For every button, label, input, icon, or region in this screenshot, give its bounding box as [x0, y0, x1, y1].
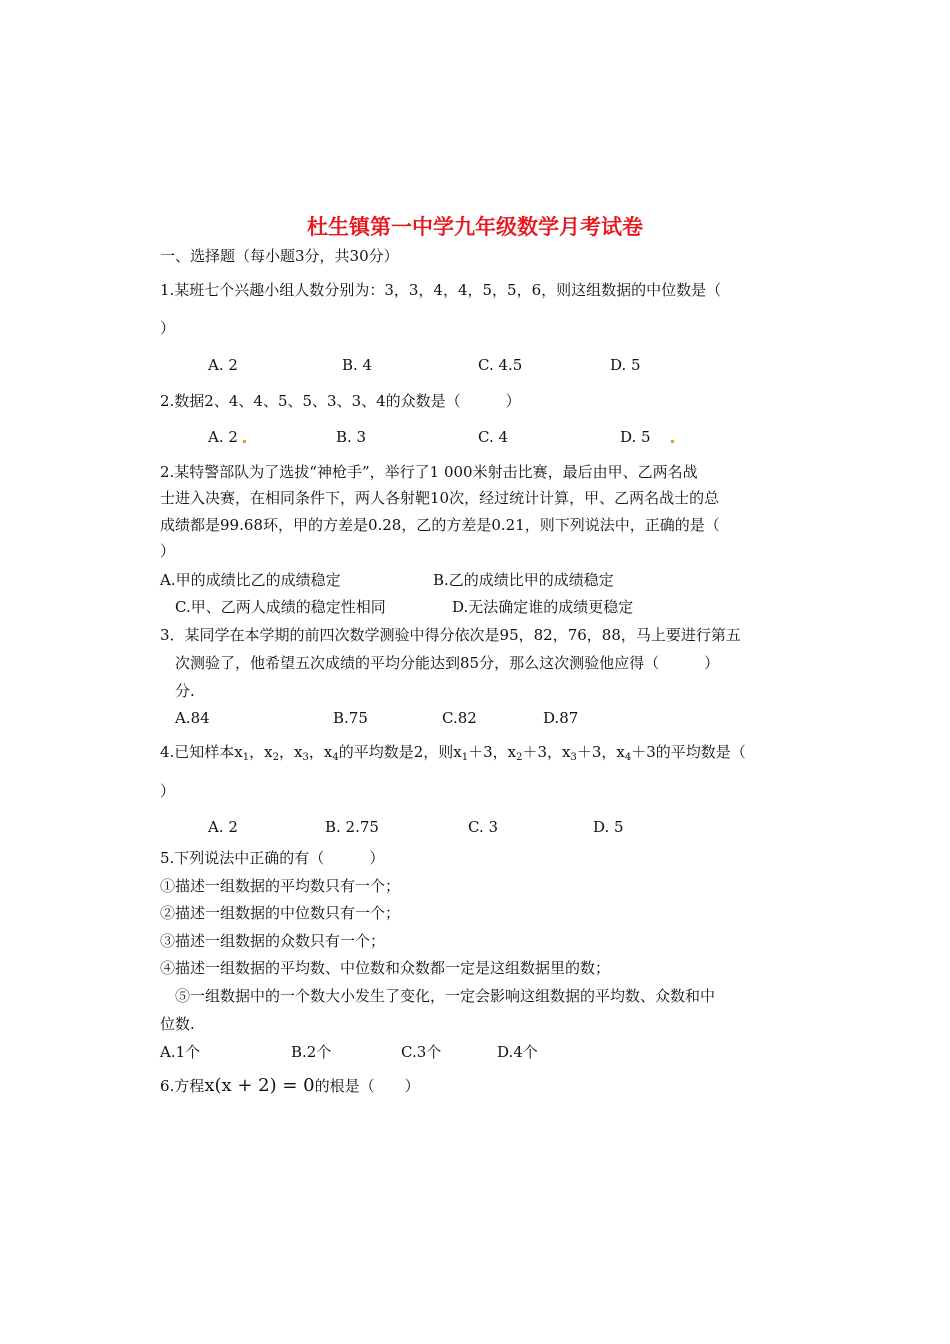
q2b-stem-line3: 成绩都是99.68环，甲的方差是0.28，乙的方差是0.21，则下列说法中，正确的是（: [160, 516, 720, 534]
q1-option-d: D. 5: [610, 356, 641, 374]
q2a-option-d: D. 5: [620, 428, 651, 446]
q5-option-a: A.1个: [160, 1043, 201, 1061]
stray-mark: [671, 440, 674, 443]
q3-option-a: A.84: [175, 709, 210, 727]
q3-stem-line2: 次测验了，他希望五次成绩的平均分能达到85分，那么这次测验他应得（ ）: [175, 654, 720, 672]
q5-statement-4: ④描述一组数据的平均数、中位数和众数都一定是这组数据里的数；: [160, 959, 611, 977]
q2a-stem: 2.数据2、4、4、5、5、3、3、4的众数是（ ）: [160, 392, 521, 410]
q1-option-b: B. 4: [342, 356, 373, 374]
q2b-stem-close: ）: [160, 542, 176, 560]
q2b-option-a: A.甲的成绩比乙的成绩稳定: [160, 571, 341, 589]
q6-equation: x(x + 2) = 0: [204, 1075, 315, 1096]
q1-option-c: C. 4.5: [478, 356, 523, 374]
q6-stem: 6.方程x(x + 2) = 0的根是（ ）: [160, 1075, 420, 1096]
q4-option-a: A. 2: [208, 818, 238, 836]
q3-stem-line3: 分.: [175, 682, 195, 700]
section-heading: 一、选择题（每小题3分，共30分）: [160, 247, 399, 265]
q2b-stem-line1: 2.某特警部队为了选拔“神枪手”，举行了1 000米射击比赛，最后由甲、乙两名战: [160, 463, 698, 481]
q5-option-c: C.3个: [401, 1043, 442, 1061]
q1-option-a: A. 2: [208, 356, 238, 374]
q3-option-d: D.87: [543, 709, 579, 727]
stray-mark: [243, 440, 246, 443]
q2b-stem-line2: 士进入决赛，在相同条件下，两人各射靶10次，经过统计计算，甲、乙两名战士的总: [160, 489, 720, 507]
q2a-option-c: C. 4: [478, 428, 509, 446]
q2b-option-d: D.无法确定谁的成绩更稳定: [452, 598, 634, 616]
q3-option-c: C.82: [442, 709, 477, 727]
q2a-option-a: A. 2: [208, 428, 238, 446]
q5-statement-3: ③描述一组数据的众数只有一个；: [160, 932, 386, 950]
q1-stem: 1.某班七个兴趣小组人数分别为：3，3，4，4，5，5，6，则这组数据的中位数是（: [160, 281, 722, 299]
q4-option-d: D. 5: [593, 818, 624, 836]
q5-statement-1: ①描述一组数据的平均数只有一个；: [160, 877, 401, 895]
q1-stem-close: ）: [160, 319, 176, 337]
q2a-option-b: B. 3: [336, 428, 367, 446]
q2b-option-b: B.乙的成绩比甲的成绩稳定: [433, 571, 614, 589]
q5-option-b: B.2个: [291, 1043, 332, 1061]
q5-option-d: D.4个: [497, 1043, 538, 1061]
q4-stem: 4.已知样本$x_1$，$x_2$，$x_3$，$x_4$的平均数是2，则$x_1+3$，$x_2+3$，$x_3+3$，$x_4+3$的平均数是（: [160, 743, 746, 763]
q3-option-b: B.75: [333, 709, 368, 727]
q3-stem-line1: 3．某同学在本学期的前四次数学测验中得分依次是95，82，76，88，马上要进行第五: [160, 626, 741, 644]
q5-statement-5: ⑤一组数据中的一个数大小发生了变化，一定会影响这组数据的平均数、众数和中: [175, 987, 716, 1005]
q5-statement-2: ②描述一组数据的中位数只有一个；: [160, 904, 401, 922]
q4-stem-close: ）: [160, 782, 176, 800]
q5-stem: 5.下列说法中正确的有（ ）: [160, 849, 385, 867]
q2b-option-c: C.甲、乙两人成绩的稳定性相同: [175, 598, 386, 616]
q4-option-c: C. 3: [468, 818, 499, 836]
page-title: 杜生镇第一中学九年级数学月考试卷: [307, 215, 643, 239]
q4-option-b: B. 2.75: [325, 818, 379, 836]
q5-statement-5-cont: 位数.: [160, 1015, 195, 1033]
